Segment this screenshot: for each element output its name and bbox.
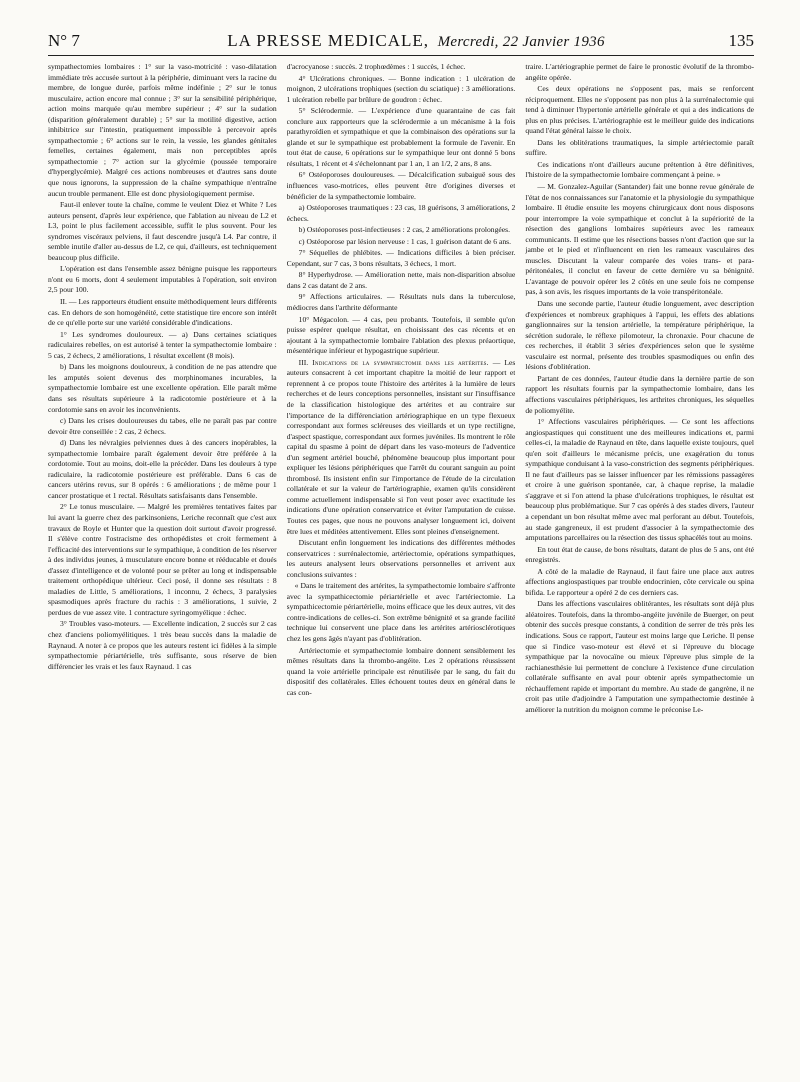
paragraph: c) Dans les crises douloureuses du tabes, elle ne paraît pas par contre devoir être conseillée : 2 cas, 2 échecs. bbox=[48, 416, 277, 436]
paragraph: L'opération est dans l'ensemble assez bénigne puisque les rapporteurs n'ont eu 6 morts, dont 4 seulement imputables à l'opération, soit environ 2,5 pour 100. bbox=[48, 264, 277, 295]
page-number: 135 bbox=[728, 31, 754, 50]
paragraph: c) Ostéoporose par lésion nerveuse : 1 cas, 1 guérison datant de 6 ans. bbox=[298, 236, 512, 246]
paragraph: 3° Troubles vaso-moteurs. — Excellente indication, 2 succès sur 2 cas chez d'anciens poliomyélitiques. 1 très beau succès dans la maladie de Raynaud. A noter à ce propos que les auteurs restent ici fidèles à la simple sympathectomie périartérielle, très suffisante, sous réserve de bien différencier les vrais et les faux Raynaud. 1 cas bbox=[48, 619, 277, 671]
paragraph: II. — Les rapporteurs étudient ensuite méthodiquement leurs différents cas. En dehors de son homogénéité, cette statistique tire encore son intérêt de ce qu'elle porte sur une variété considérable d'indications. bbox=[48, 297, 277, 328]
column-3 bbox=[525, 62, 754, 1064]
paragraph: Dans les affections vasculaires oblitérantes, les résultats sont déjà plus aléatoires. Toutefois, dans la thrombo-angéite juvénile de Buerger, on peut obtenir des succès presque constants, à condition de serrer de très près les indications. Sous ce rapport, l'auteur est moins large que Leriche. Il pense que si l'indice vaso-moteur est élevé et si l'épreuve du blocage sympathique par la novocaïne ou mieux l'épreuve plus simple de la rachianesthésie lui permettent de conclure à l'existence d'une circulation collatérale suffisante en aval pour obtenir après sympathectomie un réchauffement rapide et important du membre. Au stade de gangrène, il ne croit pas utile d'adjoindre à l'amputation une sympathectomie destinée à améliorer la nutrition du moignon comme le préconise Le- bbox=[525, 599, 755, 714]
paragraph: Dans les oblitérations traumatiques, la simple artériectomie paraît suffire. bbox=[525, 137, 755, 158]
section-number: III. bbox=[298, 357, 313, 367]
paragraph: Ces indications n'ont d'ailleurs aucune prétention à être définitives, l'histoire de la sympathectomie lombaire commençant à peine. » bbox=[525, 159, 755, 180]
paragraph: — M. Gonzalez-Aguilar (Santander) fait une bonne revue générale de l'état de nos connaissances sur l'anatomie et la physiologie du sympathique lombaire. Il étudie ensuite les moyens chirurgicaux dont nous disposons pour interrompre la voie sympathique et conclut à la supériorité de la résection des ganglions lombaires supérieurs avec les rameaux communicants. Il estime que les résections basses n'ont d'action que sur la jambe et le pied et n'influencent en rien les rameaux vasculaires des muscles. Discutant la valeur comparée des voies trans- et para-péritonéales, il conclut en faveur de cette dernière vu sa bénignité. L'avantage de pouvoir opérer les 2 côtés en une seule fois ne compense pas, à son avis, les risques importants de la voie transpéritonéale. bbox=[525, 182, 755, 297]
masthead bbox=[138, 31, 694, 51]
paragraph: b) Dans les moignons douloureux, à condition de ne pas attendre que les amputés soient devenus des morphinomanes incurables, la sympathectomie lombaire est une excellente opération. Elle paraît même dans ses résultats supérieure à la radicotomie postérieure et à la cordotomie sans en avoir les inconvénients. bbox=[48, 362, 277, 414]
column-2 bbox=[287, 62, 516, 1064]
paragraph: b) Ostéoporoses post-infectieuses : 2 cas, 2 améliorations prolongées. bbox=[298, 225, 510, 235]
issue-date: Mercredi, 22 Janvier 1936 bbox=[437, 34, 605, 50]
paragraph: Ces deux opérations ne s'opposent pas, mais se renforcent réciproquement. Elles ne s'opposent pas non plus à la surrénalectomie qui tend à diminuer l'hypertonie artérielle générale et qui a des indications de plus en plus précises. L'artériographie est le meilleur guide des indications quand l'état général laisse le choix. bbox=[525, 84, 755, 136]
paragraph: Dans une seconde partie, l'auteur étudie longuement, avec description d'expériences et nombreux graphiques à l'appui, les effets des ablations ganglionnaires sur la tension artérielle, la température périphérique, la sécrétion sudorale, le réflexe pilomoteur, la chronaxie. Pour chacune de ces recherches, il établit 3 séries d'expériences selon que le système vasculaire est normal, présente des troubles spasmodiques ou enfin des lésions d'oblitération. bbox=[525, 299, 755, 372]
paragraph: d) Dans les névralgies pelviennes dues à des cancers inopérables, la sympathectomie lombaire paraît également devoir être préférée à la cordotomie. Tout au moins, doit-elle la précéder. Dans les douleurs à type radiculaire, la radicotomie postérieure est préférable. Dans 6 cas de cancers utérins revus, sur 8 opérés : 6 améliorations ; de même pour 1 cancer prostatique et 1 rectal. Résultats satisfaisants dans l'ensemble. bbox=[48, 438, 277, 500]
paragraph: 2° Le tonus musculaire. — Malgré les premières tentatives faites par lui avant la guerre chez des parkinsoniens, Leriche reconnaît que c'est aux travaux de Royle et Hunter que la question doit surtout d'avoir progressé. Il s'élève contre l'ostracisme des orthopédistes et croit fermement à l'efficacité des interventions sur le sympathique, à condition de les réserver à des individus jeunes, à musculature encore bonne et rééducable et doués d'assez d'intelligence et de volonté pour se prêter au long et indispensable traitement orthopédique ultérieur. Ceci posé, il donne ses résultats : 8 maladies de Little, 5 améliorations, 1 inconnu, 2 échecs, 3 paralysies spasmodiques après fracture du rachis : 3 améliorations, 1 suivie, 2 perdues de vue assez vite. 1 contracture syringomyélique : échec. bbox=[48, 502, 277, 617]
paragraph: 4° Ulcérations chroniques. — Bonne indication : 1 ulcération de moignon, 2 ulcérations trophiques (section du sciatique) : 3 améliorations. 1 ulcération rebelle par brûlure de goudron : échec. bbox=[286, 73, 516, 104]
column-1 bbox=[48, 62, 277, 1064]
paragraph: 7° Séquelles de phlébites. — Indications difficiles à bien préciser. Cependant, sur 7 cas, 3 bons résultats, 3 échecs, 1 mort. bbox=[286, 248, 516, 268]
paragraph: Discutant enfin longuement les indications des différentes méthodes conservatrices : surrénalectomie, artériectomie, opérations sympathiques, les auteurs analysent leurs observations personnelles et arrivent aux conclusions suivantes : bbox=[286, 538, 516, 579]
paragraph: d'acrocyanose : succès. 2 trophœdèmes : 1 succès, 1 échec. bbox=[286, 62, 466, 71]
section-heading: Indications de la sympathectomie dans les artérites. bbox=[312, 357, 489, 367]
paragraph: Partant de ces données, l'auteur étudie dans la dernière partie de son rapport les résultats fournis par la sympathectomie lombaire, dans les affections vasculaires périphériques, les arthrites chroniques, les séquelles de poliomyélite. bbox=[525, 373, 755, 415]
paragraph: sympathectomies lombaires : 1° sur la vaso-motricité : vaso-dilatation immédiate très accusée surtout à la périphérie, diminuant vers la racine du membre, de longue durée, parfois même indéfinie ; 2° sur le tonus musculaire, action encore mal connue ; 3° sur la sensibilité périphérique, action moins marquée qu'au membre supérieur ; 4° sur la sudation (disparition généralement durable) ; 5° sur la motilité digestive, action inhibitrice sur l'intestin, pratiquement impossible à percevoir après sympathectomie ; 6° actions sur le rein, la vessie, les glandes génitales femelles, certaines également, mais non perceptibles après sympathectomie ; 7° action sur la glycémie (poussée temporaire d'hyperglycémie). Malgré ces actions nombreuses et d'autres sans doute que nous ignorons, la suppression de la chaîne sympathique n'entraîne aucun trouble permanent. Elle est donc physiologiquement permise. bbox=[48, 62, 277, 198]
publication-name: LA PRESSE MEDICALE, bbox=[227, 31, 430, 50]
paragraph: 1° Affections vasculaires périphériques. — Ce sont les affections angiospastiques qui constituent une des meilleures indications et, parmi celles-ci, la maladie de Raynaud en tête, dans laquelle existe toujours, quel qu'en soit d'ailleurs le mécanisme précis, une exagération du tonus sympathique conduisant à la vaso-constriction des segments périphériques. Il ne faut d'ailleurs pas se laisser influencer par les rémissions passagères et croire à une guérison spontanée, car, à chaque reprise, la maladie s'aggrave et si l'on attend la phase d'ulcérations trophiques, le résultat est beaucoup plus problématique. Sur 7 cas opérés à des stades divers, l'auteur a cependant un bon résultat même avec mal perforant au début. Toutefois, au stade gangreneux, il est prudent d'associer à la sympathectomie des amputations parcellaires ou la résection des tissus sphacélés tout au moins. bbox=[525, 417, 755, 543]
paragraph: Artériectomie et sympathectomie lombaire donnent sensiblement les mêmes résultats dans la thrombo-angéite. Les 2 opérations réussissent quand la voie artérielle principale est rénutilisée par le sang, du fait du dispositif des collatérales. Elles échouent toutes deux en général dans le cas con- bbox=[286, 645, 516, 697]
paragraph: 6° Ostéoporoses douloureuses. — Décalcification subaiguë sous des influences vaso-motrices, elles peuvent être d'origines diverses et bénéficier de la sympathectomie lombaire. bbox=[286, 170, 516, 201]
paragraph: a) Ostéoporoses traumatiques : 23 cas, 18 guérisons, 3 améliorations, 2 échecs. bbox=[286, 203, 516, 223]
paragraph: traire. L'artériographie permet de faire le pronostic évolutif de la thrombo-angéite opérée. bbox=[525, 62, 755, 82]
issue-number: N° 7 bbox=[48, 31, 80, 50]
paragraph: 5° Sclérodermie. — L'expérience d'une quarantaine de cas fait conclure aux rapporteurs que la sclérodermie a un mécanisme à la fois parathyroïdien et sympathique et que la combinaison des opérations sur la glande et sur le sympathique est probablement la formule de l'avenir. En tout état de cause, 6 opérations sur le sympathique leur ont donné 5 bons résultats, 1 récent et 4 s'échelonnant par 1 an, 1 an 1/2, 2 ans, 8 ans. bbox=[286, 106, 516, 168]
paragraph-text: — Les auteurs consacrent à cet important chapitre la moitié de leur rapport et reprennent à ce propos toute l'histoire des artérites à la lumière de leurs recherches et de leurs conceptions personnelles, insistant sur l'insuffisance de la classification histologique des artérites et au contraire sur l'importance de la différenciation artériographique en un type flexueux correspondant aux formes scléreuses des vieillards et un type rectiligne, d'aspect spastique, correspondant aux formes juvéniles. Ils montrent le rôle capital du spasme à point de départ dans les vaso-moteurs de l'adventice d'un segment artériel bouché, phénomène beaucoup plus important pour expliquer les lésions périphériques que l'arrêt du courant sanguin au point thrombosé. Ils insistent enfin sur l'importance de l'étude de la circulation collatérale et sur la valeur de l'artériographie, examen qu'ils considèrent comme actuellement indispensable si l'on veut poser avec exactitude les indications d'une opération conservatrice et éviter l'amputation de cuisse. Toutes ces pages, que nous ne pouvons analyser longuement ici, doivent être lues et méditées attentivement. Elles sont pleines d'enseignement. bbox=[286, 357, 516, 536]
paragraph: En tout état de cause, de bons résultats, datant de plus de 5 ans, ont été enregistrés. bbox=[525, 544, 755, 565]
article-columns bbox=[48, 62, 754, 1064]
paragraph: « Dans le traitement des artérites, la sympathectomie lombaire s'affronte avec la sympathicectomie périartérielle et avec l'artériectomie. La sympathicectomie périartérielle, moins efficace que les deux autres, vit des contre-indications de celles-ci. Son extrême bénignité et sa grande facilité technique lui conservent une place dans les artérites artériosclérotiques chez les gens âgés n'ayant pas d'oblitération. bbox=[286, 581, 516, 643]
paragraph: A côté de la maladie de Raynaud, il faut faire une place aux autres affections angiospastiques par trouble endocrinien, côte cervicale ou spina bifida. Le rapporteur a opéré 2 de ces derniers cas. bbox=[525, 566, 755, 597]
paragraph: 10° Mégacolon. — 4 cas, peu probants. Toutefois, il semble qu'on puisse espérer quelque résultat, en choisissant des cas récents et en ajoutant à la sympathectomie lombaire l'ablation des plexus préaortique, mésentérique inférieur et hypogastrique supérieur. bbox=[286, 314, 516, 356]
page-header bbox=[48, 22, 754, 56]
paragraph: 8° Hyperhydrose. — Amélioration nette, mais non-disparition absolue dans 2 cas datant de 2 ans. bbox=[286, 270, 516, 290]
paragraph: 1° Les syndromes douloureux. — a) Dans certaines sciatiques radiculaires rebelles, on est autorisé à tenter la sympathectomie lombaire : 5 cas, 2 échecs, 2 améliorations, 1 résultat excellent (8 mois). bbox=[48, 329, 277, 360]
paragraph bbox=[287, 358, 516, 537]
paragraph: 9° Affections articulaires. — Résultats nuls dans la tuberculose, médiocres dans l'arthrite déformante bbox=[286, 292, 516, 313]
paragraph: Faut-il enlever toute la chaîne, comme le veulent Diez et White ? Les auteurs pensent, d'après leur expérience, que l'ablation au niveau de L2 et L3, point le plus facilement accessible, suffit le plus souvent. Pour les syndromes viscéraux pelviens, il faut descendre jusqu'à L4. Par contre, il semble inutile d'aller au-dessus de L2, ce qui, d'ailleurs, est techniquement beaucoup plus difficile. bbox=[48, 200, 277, 262]
